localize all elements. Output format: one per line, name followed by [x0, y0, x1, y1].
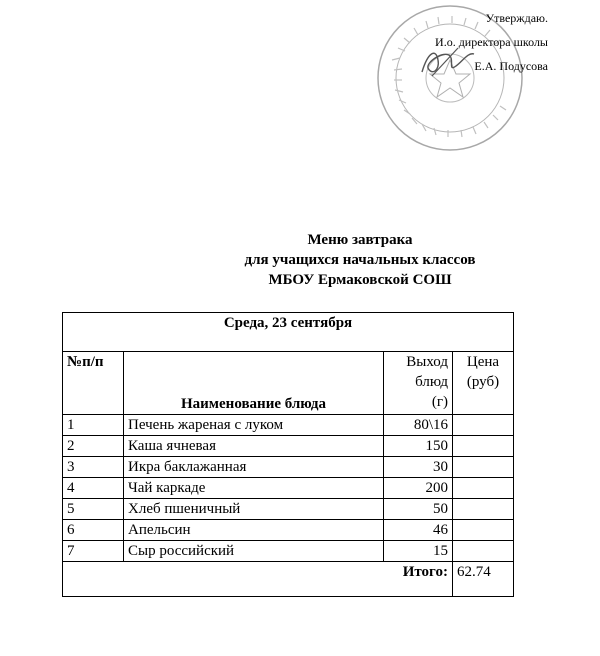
item-price	[453, 541, 514, 562]
table-row	[63, 520, 514, 541]
table-row	[63, 457, 514, 478]
title-line-2: для учащихся начальных классов	[244, 252, 476, 268]
header-name: Наименование блюда	[124, 352, 384, 415]
header-num: №п/п	[63, 352, 124, 415]
item-num: 4	[63, 478, 124, 499]
header-price-l2: (руб)	[466, 374, 500, 390]
header-output-l2: блюд	[415, 374, 448, 390]
item-price	[453, 415, 514, 436]
day-row	[63, 313, 514, 352]
item-num: 1	[63, 415, 124, 436]
item-num: 6	[63, 520, 124, 541]
table-row	[63, 478, 514, 499]
item-num: 5	[63, 499, 124, 520]
header-row	[63, 352, 514, 415]
title-line-3: МБОУ Ермаковской СОШ	[268, 272, 452, 288]
header-output-l3: (г)	[431, 394, 448, 410]
total-label: Итого:	[63, 562, 453, 597]
item-name: Апельсин	[124, 520, 384, 541]
total-value: 62.74	[453, 562, 514, 597]
item-name: Чай каркаде	[124, 478, 384, 499]
total-row	[63, 562, 514, 597]
item-output: 80\16	[384, 415, 453, 436]
item-output: 50	[384, 499, 453, 520]
table-row	[63, 436, 514, 457]
approval-line-approve: Утверждаю.	[485, 11, 548, 25]
header-price-l1: Цена	[466, 354, 500, 370]
day-cell: Среда, 23 сентября	[63, 313, 514, 352]
item-output: 200	[384, 478, 453, 499]
item-price	[453, 520, 514, 541]
item-name: Икра баклажанная	[124, 457, 384, 478]
menu-title	[200, 230, 520, 290]
item-num: 7	[63, 541, 124, 562]
header-output	[384, 352, 453, 415]
title-line-1: Меню завтрака	[307, 232, 413, 248]
item-name: Печень жареная с луком	[124, 415, 384, 436]
approval-block	[435, 6, 548, 78]
item-price	[453, 478, 514, 499]
item-output: 150	[384, 436, 453, 457]
table-row	[63, 415, 514, 436]
approval-line-position: И.о. директора школы	[435, 35, 548, 49]
item-price	[453, 499, 514, 520]
item-price	[453, 457, 514, 478]
item-name: Хлеб пшеничный	[124, 499, 384, 520]
item-output: 46	[384, 520, 453, 541]
item-name: Каша ячневая	[124, 436, 384, 457]
item-name: Сыр российский	[124, 541, 384, 562]
item-output: 15	[384, 541, 453, 562]
item-output: 30	[384, 457, 453, 478]
header-output-l1: Выход	[406, 354, 448, 370]
table-row	[63, 499, 514, 520]
item-price	[453, 436, 514, 457]
approval-line-name: Е.А. Подусова	[474, 59, 548, 73]
header-price	[453, 352, 514, 415]
menu-table	[62, 312, 514, 597]
table-row	[63, 541, 514, 562]
item-num: 2	[63, 436, 124, 457]
item-num: 3	[63, 457, 124, 478]
